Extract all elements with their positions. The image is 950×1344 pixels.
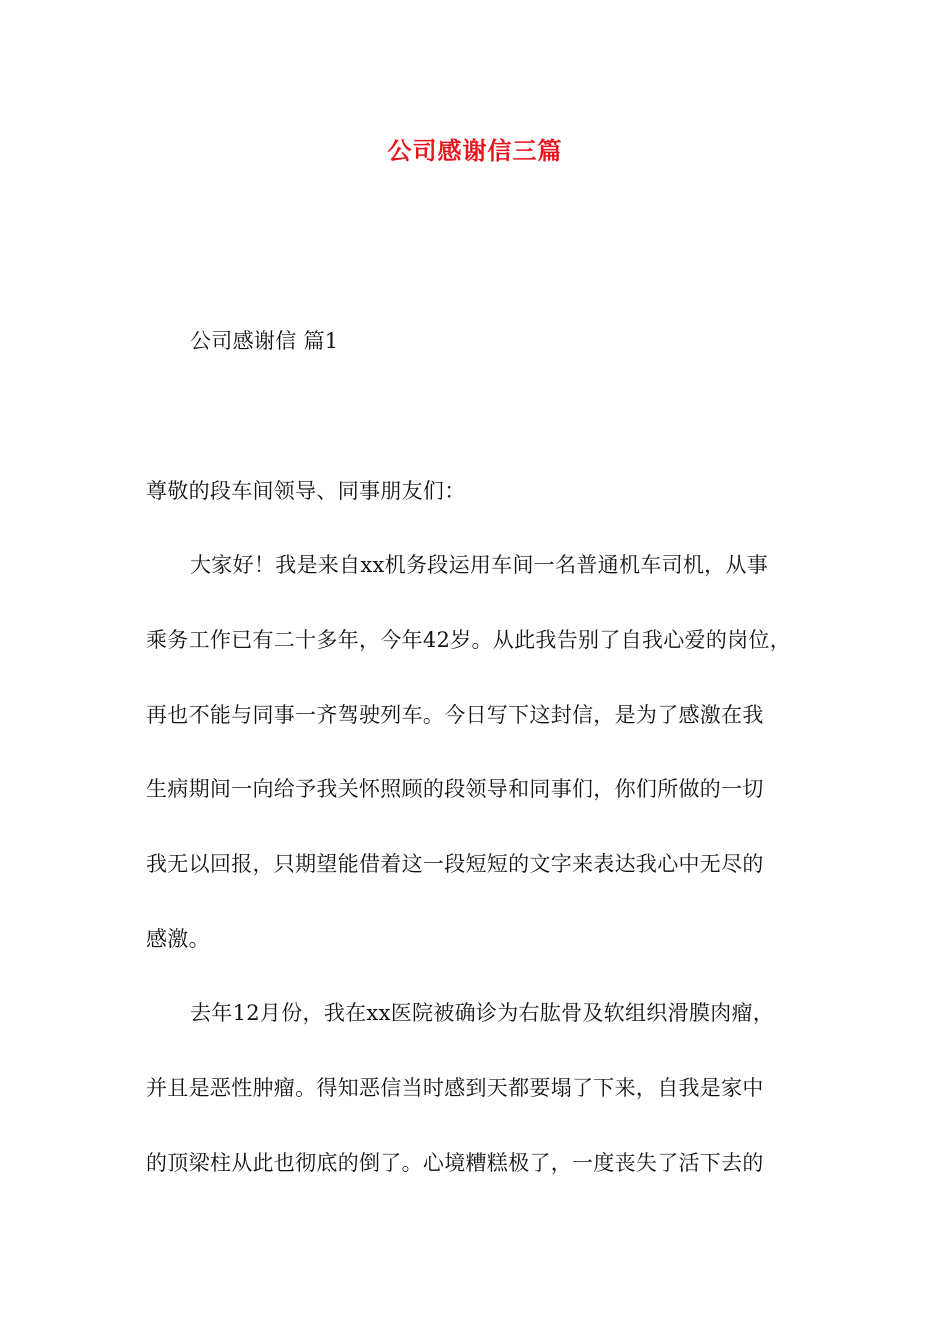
paragraph-line: 再也不能与同事一齐驾驶列车。今日写下这封信，是为了感激在我: [146, 703, 764, 727]
salutation: 尊敬的段车间领导、同事朋友们：: [146, 479, 466, 503]
paragraph-line: 的顶梁柱从此也彻底的倒了。心境糟糕极了，一度丧失了活下去的: [146, 1151, 764, 1175]
paragraph-line: 感激。: [146, 927, 210, 951]
paragraph-line: 并且是恶性肿瘤。得知恶信当时感到天都要塌了下来，自我是家中: [146, 1076, 764, 1100]
paragraph-line: 乘务工作已有二十多年，今年42岁。从此我告别了自我心爱的岗位，: [146, 628, 792, 652]
section-heading: 公司感谢信 篇1: [190, 329, 339, 353]
paragraph-line: 大家好！我是来自xx机务段运用车间一名普通机车司机，从事: [190, 553, 769, 577]
paragraph-line: 我无以回报，只期望能借着这一段短短的文字来表达我心中无尽的: [146, 852, 764, 876]
paragraph-line: 生病期间一向给予我关怀照顾的段领导和同事们，你们所做的一切: [146, 777, 764, 801]
document-title: 公司感谢信三篇: [387, 137, 563, 165]
paragraph-line: 去年12月份，我在xx医院被确诊为右肱骨及软组织滑膜肉瘤，: [190, 1001, 775, 1025]
